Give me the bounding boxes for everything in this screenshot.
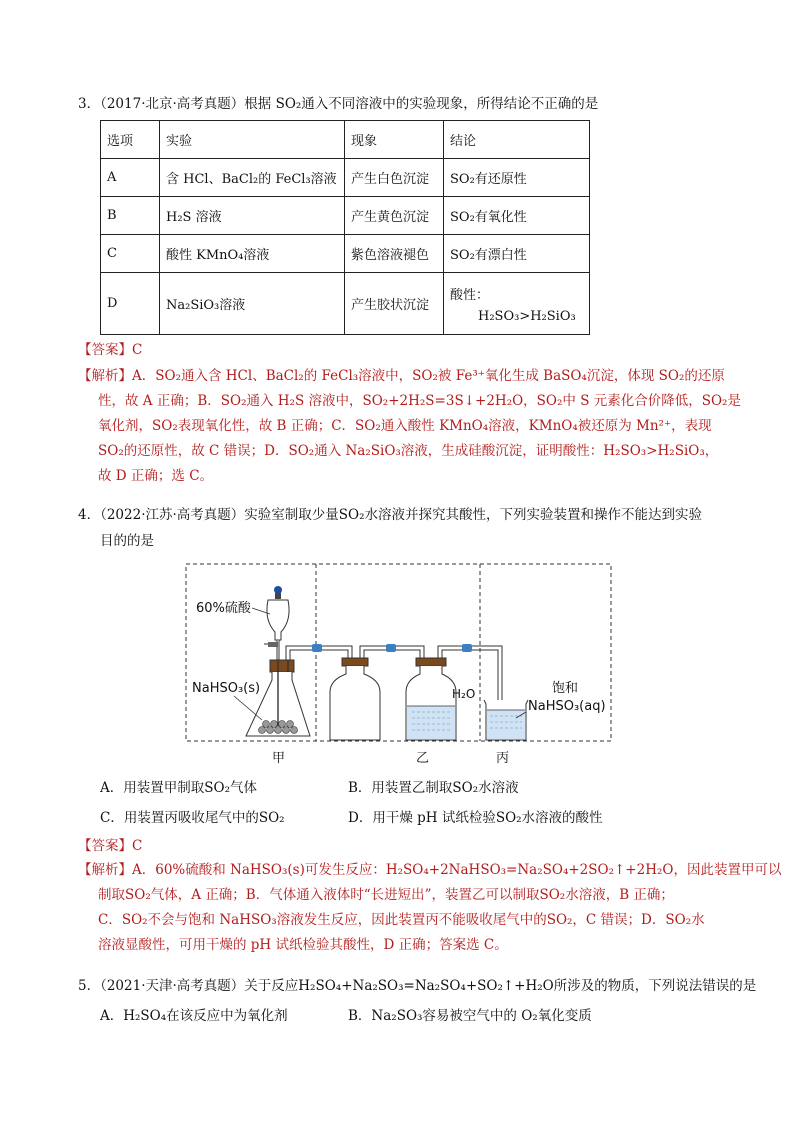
- table-cell-line: H₂SO₃>H₂SiO₃: [478, 308, 576, 324]
- answer-label: 【答案】: [78, 342, 132, 358]
- conical-flask: [246, 660, 310, 736]
- tube-clip: [462, 644, 472, 652]
- table-cell: 产生胶状沉淀: [345, 273, 444, 335]
- tube-clip: [312, 644, 322, 652]
- table-cell: D: [101, 273, 160, 335]
- tube-clip: [386, 644, 396, 652]
- table-cell: SO₂有氧化性: [444, 197, 590, 235]
- table-row: [101, 159, 590, 197]
- label-solid: NaHSO₃(s): [192, 681, 261, 696]
- q4-stem-line1: 4．（2022·江苏·高考真题）实验室制取少量SO₂水溶液并探究其酸性，下列实验装置和操作不能达到实验: [78, 507, 703, 523]
- table-cell-line: 酸性：: [450, 287, 490, 303]
- table-cell: H₂S 溶液: [160, 197, 345, 235]
- label-saturated: 饱和: [552, 681, 579, 696]
- figure-frame: [186, 564, 611, 741]
- gas-bottle-water: [406, 658, 456, 740]
- table-cell: SO₂有还原性: [444, 159, 590, 197]
- table-cell: A: [101, 159, 160, 197]
- explanation-line: SO₂的还原性，故 C 错误；D．SO₂通入 Na₂SiO₃溶液，生成硅酸沉淀，证明酸性：H₂SO₃>H₂SiO₃，: [98, 443, 719, 459]
- gas-bottle-empty: [330, 658, 380, 740]
- label-bing: 丙: [496, 751, 510, 766]
- table-cell: 紫色溶液褪色: [345, 235, 444, 273]
- answer-value: C: [132, 342, 143, 358]
- q4-stem-line2: 目的的是: [100, 533, 154, 549]
- q4-option-c: C．用装置丙吸收尾气中的SO₂: [100, 810, 285, 826]
- explanation-line: 性，故 A 正确；B．SO₂通入 H₂S 溶液中，SO₂+2H₂S=3S↓+2H₂O，SO₂中 S 元素化合价降低，SO₂是: [98, 393, 741, 409]
- table-cell: C: [101, 235, 160, 273]
- table-cell: SO₂有漂白性: [444, 235, 590, 273]
- table-row: [101, 235, 590, 273]
- answer-label: 【答案】: [78, 838, 132, 854]
- label-acid: 60%硫酸: [196, 601, 251, 616]
- q4-option-b: B．用装置乙制取SO₂水溶液: [348, 780, 519, 796]
- explanation-line: 制取SO₂气体，A 正确；B．气体通入液体时“长进短出”，装置乙可以制取SO₂水溶液，B 正确；: [98, 887, 674, 903]
- explanation-line: 【解析】A．SO₂通入含 HCl、BaCl₂的 FeCl₃溶液中，SO₂被 Fe³⁺氧化生成 BaSO₄沉淀，体现 SO₂的还原: [78, 368, 725, 384]
- q5-option-a: A．H₂SO₄在该反应中为氧化剂: [100, 1008, 288, 1024]
- label-yi: 乙: [416, 751, 430, 766]
- leader-line: [234, 696, 262, 720]
- table-cell: B: [101, 197, 160, 235]
- explanation-line: C．SO₂不会与饱和 NaHSO₃溶液发生反应，因此装置丙不能吸收尾气中的SO₂，C 错误；D．SO₂水: [98, 912, 705, 928]
- beaker: [484, 700, 528, 740]
- separatory-funnel: [264, 586, 289, 660]
- table-cell: 酸性 KMnO₄溶液: [160, 235, 345, 273]
- explanation-line: 溶液显酸性，可用干燥的 pH 试纸检验其酸性，D 正确；答案选 C。: [98, 937, 508, 953]
- table-row: [101, 273, 590, 335]
- table-cell: 产生白色沉淀: [345, 159, 444, 197]
- table-header-row: [101, 121, 590, 159]
- explanation-label: 【解析】: [78, 862, 132, 878]
- table-header-cell: 实验: [160, 121, 345, 159]
- explanation-line: 氧化剂，SO₂表现氧化性，故 B 正确；C．SO₂通入酸性 KMnO₄溶液，KMnO₄被还原为 Mn²⁺，表现: [98, 418, 712, 434]
- label-jia: 甲: [272, 751, 286, 766]
- q5-stem: 5．（2021·天津·高考真题）关于反应H₂SO₄+Na₂SO₃=Na₂SO₄+SO₂↑+H₂O所涉及的物质，下列说法错误的是: [78, 978, 757, 994]
- table-cell: 含 HCl、BaCl₂的 FeCl₃溶液: [160, 159, 345, 197]
- table-header-cell: 现象: [345, 121, 444, 159]
- apparatus-figure: [180, 560, 616, 770]
- table-row: [101, 197, 590, 235]
- q4-explanation: [78, 858, 782, 958]
- table-header-cell: 选项: [101, 121, 160, 159]
- q4-option-d: D．用干燥 pH 试纸检验SO₂水溶液的酸性: [348, 810, 603, 826]
- answer-value: C: [132, 838, 143, 854]
- explanation-label: 【解析】: [78, 368, 132, 384]
- table-cell: Na₂SiO₃溶液: [160, 273, 345, 335]
- q4-option-a: A．用装置甲制取SO₂气体: [100, 780, 257, 796]
- table-cell: [444, 273, 590, 335]
- q4-answer: [78, 836, 142, 856]
- q3-options-table: [100, 120, 590, 335]
- q3-answer: [78, 340, 142, 360]
- q3-stem: 3．（2017·北京·高考真题）根据 SO₂通入不同溶液中的实验现象，所得结论不正确的是: [78, 96, 599, 112]
- explanation-line: 【解析】A．60%硫酸和 NaHSO₃(s)可发生反应：H₂SO₄+2NaHSO₃=Na₂SO₄+2SO₂↑+2H₂O，因此装置甲可以: [78, 862, 782, 878]
- q3-explanation: [78, 364, 741, 489]
- table-header-cell: 结论: [444, 121, 590, 159]
- table-cell: 产生黄色沉淀: [345, 197, 444, 235]
- explanation-line: 故 D 正确；选 C。: [98, 468, 214, 484]
- label-nahso3-aq: NaHSO₃(aq): [528, 699, 606, 714]
- label-water: H₂O: [452, 687, 476, 701]
- q5-option-b: B．Na₂SO₃容易被空气中的 O₂氧化变质: [348, 1008, 592, 1024]
